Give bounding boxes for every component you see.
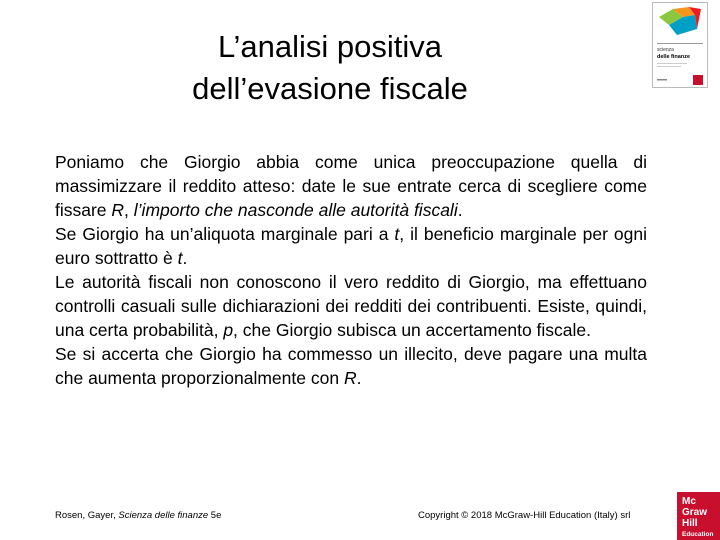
paragraph-italic-text: p — [223, 320, 234, 340]
paragraph-text: Se Giorgio ha un’aliquota marginale pari a — [55, 224, 395, 244]
slide-title — [120, 26, 540, 110]
paragraph-text: , che Giorgio subisca un accertamento fiscale. — [233, 320, 592, 340]
logo-text-hill: Hill — [682, 518, 698, 529]
body-paragraph — [55, 270, 647, 342]
footer-edition: 5e — [208, 510, 222, 521]
cover-title-line-2: delle finanze — [657, 54, 691, 60]
logo-text-graw: Graw — [682, 507, 708, 518]
paragraph-text: Se si accerta che Giorgio ha commesso un illecito, deve pagare una multa che aumenta proporzionalmente con — [55, 344, 647, 388]
body-paragraph — [55, 150, 647, 222]
slide-title-line-2: dell’evasione fiscale — [192, 71, 468, 106]
book-cover-graphic — [653, 3, 707, 87]
paragraph-text: Poniamo che Giorgio abbia come unica preoccupazione quella di massimizzare il reddito atteso: date le sue entrate cerca di scegliere come fissare — [55, 152, 647, 220]
paragraph-italic-text: R — [111, 200, 125, 220]
footer-authors: Rosen, Gayer, — [55, 510, 119, 521]
body-paragraph — [55, 222, 647, 270]
paragraph-text: Le autorità fiscali non conoscono il vero reddito di Giorgio, ma effettuano controlli casuali sulle dichiarazioni dei redditi dei contribuenti. Esiste, quindi, una certa probabilità, — [55, 272, 647, 340]
footer-copyright: Copyright © 2018 McGraw-Hill Education (Italy) srl — [418, 510, 631, 521]
mcgraw-hill-logo — [677, 492, 720, 540]
paragraph-text: . — [457, 200, 463, 220]
paragraph-text: . — [182, 248, 188, 268]
paragraph-italic-text: l’importo che nasconde alle autorità fiscali — [133, 200, 458, 220]
footer-book-title: Scienza delle finanze — [118, 510, 209, 521]
paragraph-text: , il beneficio marginale per ogni euro sottratto è — [55, 224, 647, 268]
paragraph-italic-text: t — [177, 248, 183, 268]
paragraph-text: . — [356, 368, 362, 388]
logo-text-mc: Mc — [682, 496, 696, 507]
logo-text-education: Education — [682, 531, 714, 538]
paragraph-text: , — [124, 200, 134, 220]
paragraph-italic-text: t — [394, 224, 400, 244]
slide-title-line-1: L’analisi positiva — [217, 29, 443, 64]
book-cover-image — [652, 2, 708, 88]
body-paragraph — [55, 342, 647, 390]
cover-title-line-1: scienza — [657, 47, 674, 53]
footer-citation — [55, 510, 221, 522]
paragraph-italic-text: R — [343, 368, 357, 388]
mcgraw-hill-logo-graphic — [677, 492, 720, 540]
slide-body — [55, 150, 647, 390]
